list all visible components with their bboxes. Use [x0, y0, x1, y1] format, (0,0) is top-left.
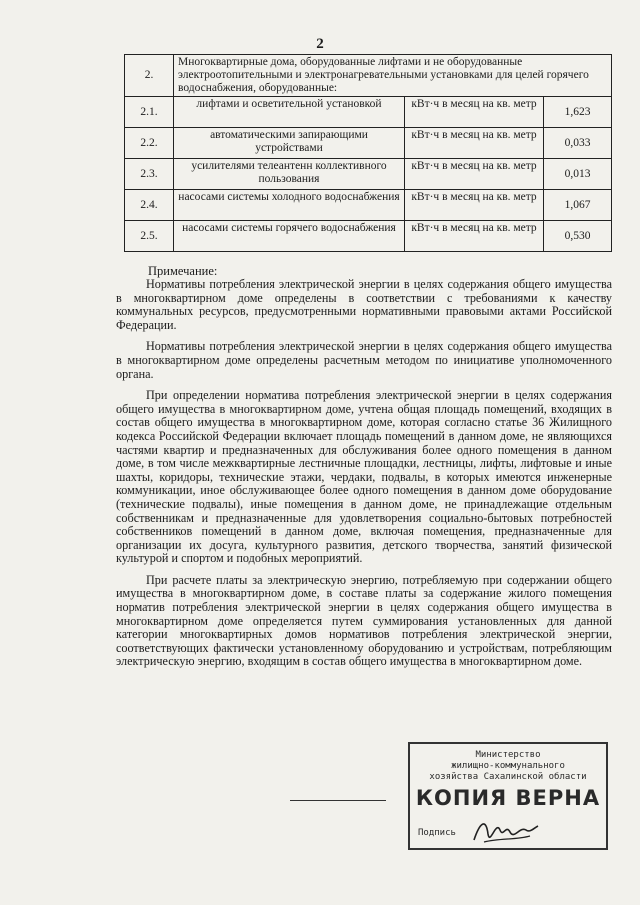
- page-number: 2: [316, 36, 324, 52]
- equipment-description: усилителями телеантенн коллективного пользования: [174, 159, 405, 190]
- stamp-line: хозяйства Сахалинской области: [429, 772, 587, 782]
- table-header-row: [125, 55, 612, 97]
- note-heading: Примечание:: [148, 264, 218, 278]
- row-number: 2.5.: [125, 221, 174, 252]
- row-number: 2.2.: [125, 128, 174, 159]
- equipment-description: лифтами и осветительной установкой: [174, 97, 405, 128]
- table-row: [125, 190, 612, 221]
- row-number: 2.4.: [125, 190, 174, 221]
- norm-value: 0,530: [544, 221, 612, 252]
- table-row: [125, 128, 612, 159]
- norms-table: [124, 54, 612, 252]
- norm-value: 1,623: [544, 97, 612, 128]
- equipment-description: насосами системы холодного водоснабжения: [174, 190, 405, 221]
- paragraph: Нормативы потребления электрической энергии в целях содержания общего имущества в многоквартирном доме определены расчетным методом по инициативе уполномоченного органа.: [116, 339, 612, 381]
- norm-value: 0,033: [544, 128, 612, 159]
- row-number: 2.3.: [125, 159, 174, 190]
- equipment-description: автоматическими запирающими устройствами: [174, 128, 405, 159]
- stamp-line: Министерство: [475, 750, 541, 760]
- unit-of-measure: кВт·ч в месяц на кв. метр: [405, 190, 544, 221]
- row-number: 2.: [125, 55, 174, 97]
- norm-value: 1,067: [544, 190, 612, 221]
- unit-of-measure: кВт·ч в месяц на кв. метр: [405, 97, 544, 128]
- paragraph: При определении норматива потребления электрической энергии в целях содержания общего имущества в многоквартирном доме, учтена общая площадь помещений, входящих в состав общего имущества в многоквартирном доме, которая согласно статье 36 Жилищного кодекса Российской Федерации включает площадь помещений в данном доме, не являющихся частями квартир и предназначенных для обслуживания более одного помещения в данном доме, в том числе межквартирные лестничные площадки, лестницы, лифты, лифтовые и иные шахты, коридоры, технические этажи, чердаки, подвалы, в которых имеются инженерные коммуникации, иное обслуживающее более одного помещения в данном доме оборудование (технические подвалы), иные помещения в данном доме, не принадлежащие отдельным собственникам и предназначенные для удовлетворения социально-бытовых потребностей собственников помещений в данном доме, включая помещения, предназначенные для организации их досуга, культурного развития, детского творчества, занятий физической культурой и спортом и подобных мероприятий.: [116, 388, 612, 566]
- category-description: Многоквартирные дома, оборудованные лифтами и не оборудованные электроотопительными и электронагревательными установками для целей горячего водоснабжения, оборудованные:: [174, 55, 612, 97]
- unit-of-measure: кВт·ч в месяц на кв. метр: [405, 128, 544, 159]
- row-number: 2.1.: [125, 97, 174, 128]
- signature-line: [290, 800, 386, 801]
- handwritten-signature: [470, 812, 540, 852]
- table-row: [125, 159, 612, 190]
- table-row: [125, 97, 612, 128]
- note-body: [116, 278, 612, 677]
- unit-of-measure: кВт·ч в месяц на кв. метр: [405, 221, 544, 252]
- stamp-signature-label: Подпись: [418, 828, 456, 838]
- table-row: [125, 221, 612, 252]
- paragraph: Нормативы потребления электрической энергии в целях содержания общего имущества в многоквартирном доме определены в соответствии с требованиями к качеству коммунальных ресурсов, предусмотренными нормативными правовыми актами Российской Федерации.: [116, 277, 612, 332]
- stamp-copy-text: КОПИЯ ВЕРНА: [415, 786, 601, 810]
- norm-value: 0,013: [544, 159, 612, 190]
- paragraph: При расчете платы за электрическую энергию, потребляемую при содержании общего имущества в многоквартирном доме, в составе платы за содержание жилого помещения норматив потребления электрической энергии в целях содержания общего имущества в многоквартирном доме определяется путем суммирования установленных для данной категории многоквартирных домов нормативов потребления электрической энергии, соответствующих фактически установленному оборудованию и устройствам, потребляющим электрическую энергию, входящим в состав общего имущества в многоквартирном доме.: [116, 572, 612, 669]
- unit-of-measure: кВт·ч в месяц на кв. метр: [405, 159, 544, 190]
- equipment-description: насосами системы горячего водоснабжения: [174, 221, 405, 252]
- stamp-line: жилищно-коммунального: [451, 761, 565, 771]
